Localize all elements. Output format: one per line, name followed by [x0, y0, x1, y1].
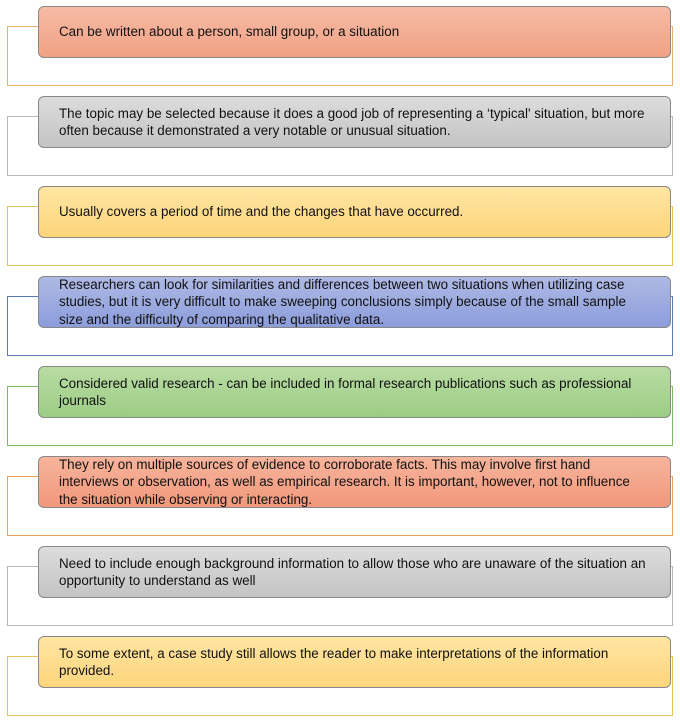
item-card [38, 636, 671, 688]
item-text: They rely on multiple sources of evidence to corroborate facts. This may involve first hand interviews or observation, as well as empirical research. It is important, however, not to influence the situation while observing or interacting. [59, 456, 630, 507]
list-item [7, 96, 673, 176]
list-item [7, 636, 673, 716]
list-item [7, 546, 673, 626]
item-card [38, 96, 671, 148]
item-card [38, 276, 671, 328]
list-item [7, 186, 673, 266]
item-text: Usually covers a period of time and the changes that have occurred. [59, 204, 464, 220]
list-item [7, 456, 673, 536]
list-item [7, 6, 673, 86]
item-text: Can be written about a person, small group, or a situation [59, 24, 400, 40]
item-text: The topic may be selected because it does a good job of representing a ‘typical' situation, but more often because it demonstrated a very notable or unusual situation. [59, 105, 645, 138]
item-card [38, 366, 671, 418]
item-card [38, 546, 671, 598]
list-item [7, 366, 673, 446]
item-card [38, 456, 671, 508]
item-text: Researchers can look for similarities and differences between two situations when utilizing case studies, but it is very difficult to make sweeping conclusions simply because of the small sample size and the difficulty of comparing the qualitative data. [59, 276, 626, 327]
item-text: Need to include enough background information to allow those who are unaware of the situation an opportunity to understand as well [59, 555, 646, 588]
item-card [38, 6, 671, 58]
list-item [7, 276, 673, 356]
item-text: To some extent, a case study still allows the reader to make interpretations of the information provided. [59, 645, 609, 678]
item-card [38, 186, 671, 238]
item-text: Considered valid research - can be included in formal research publications such as professional journals [59, 375, 632, 408]
